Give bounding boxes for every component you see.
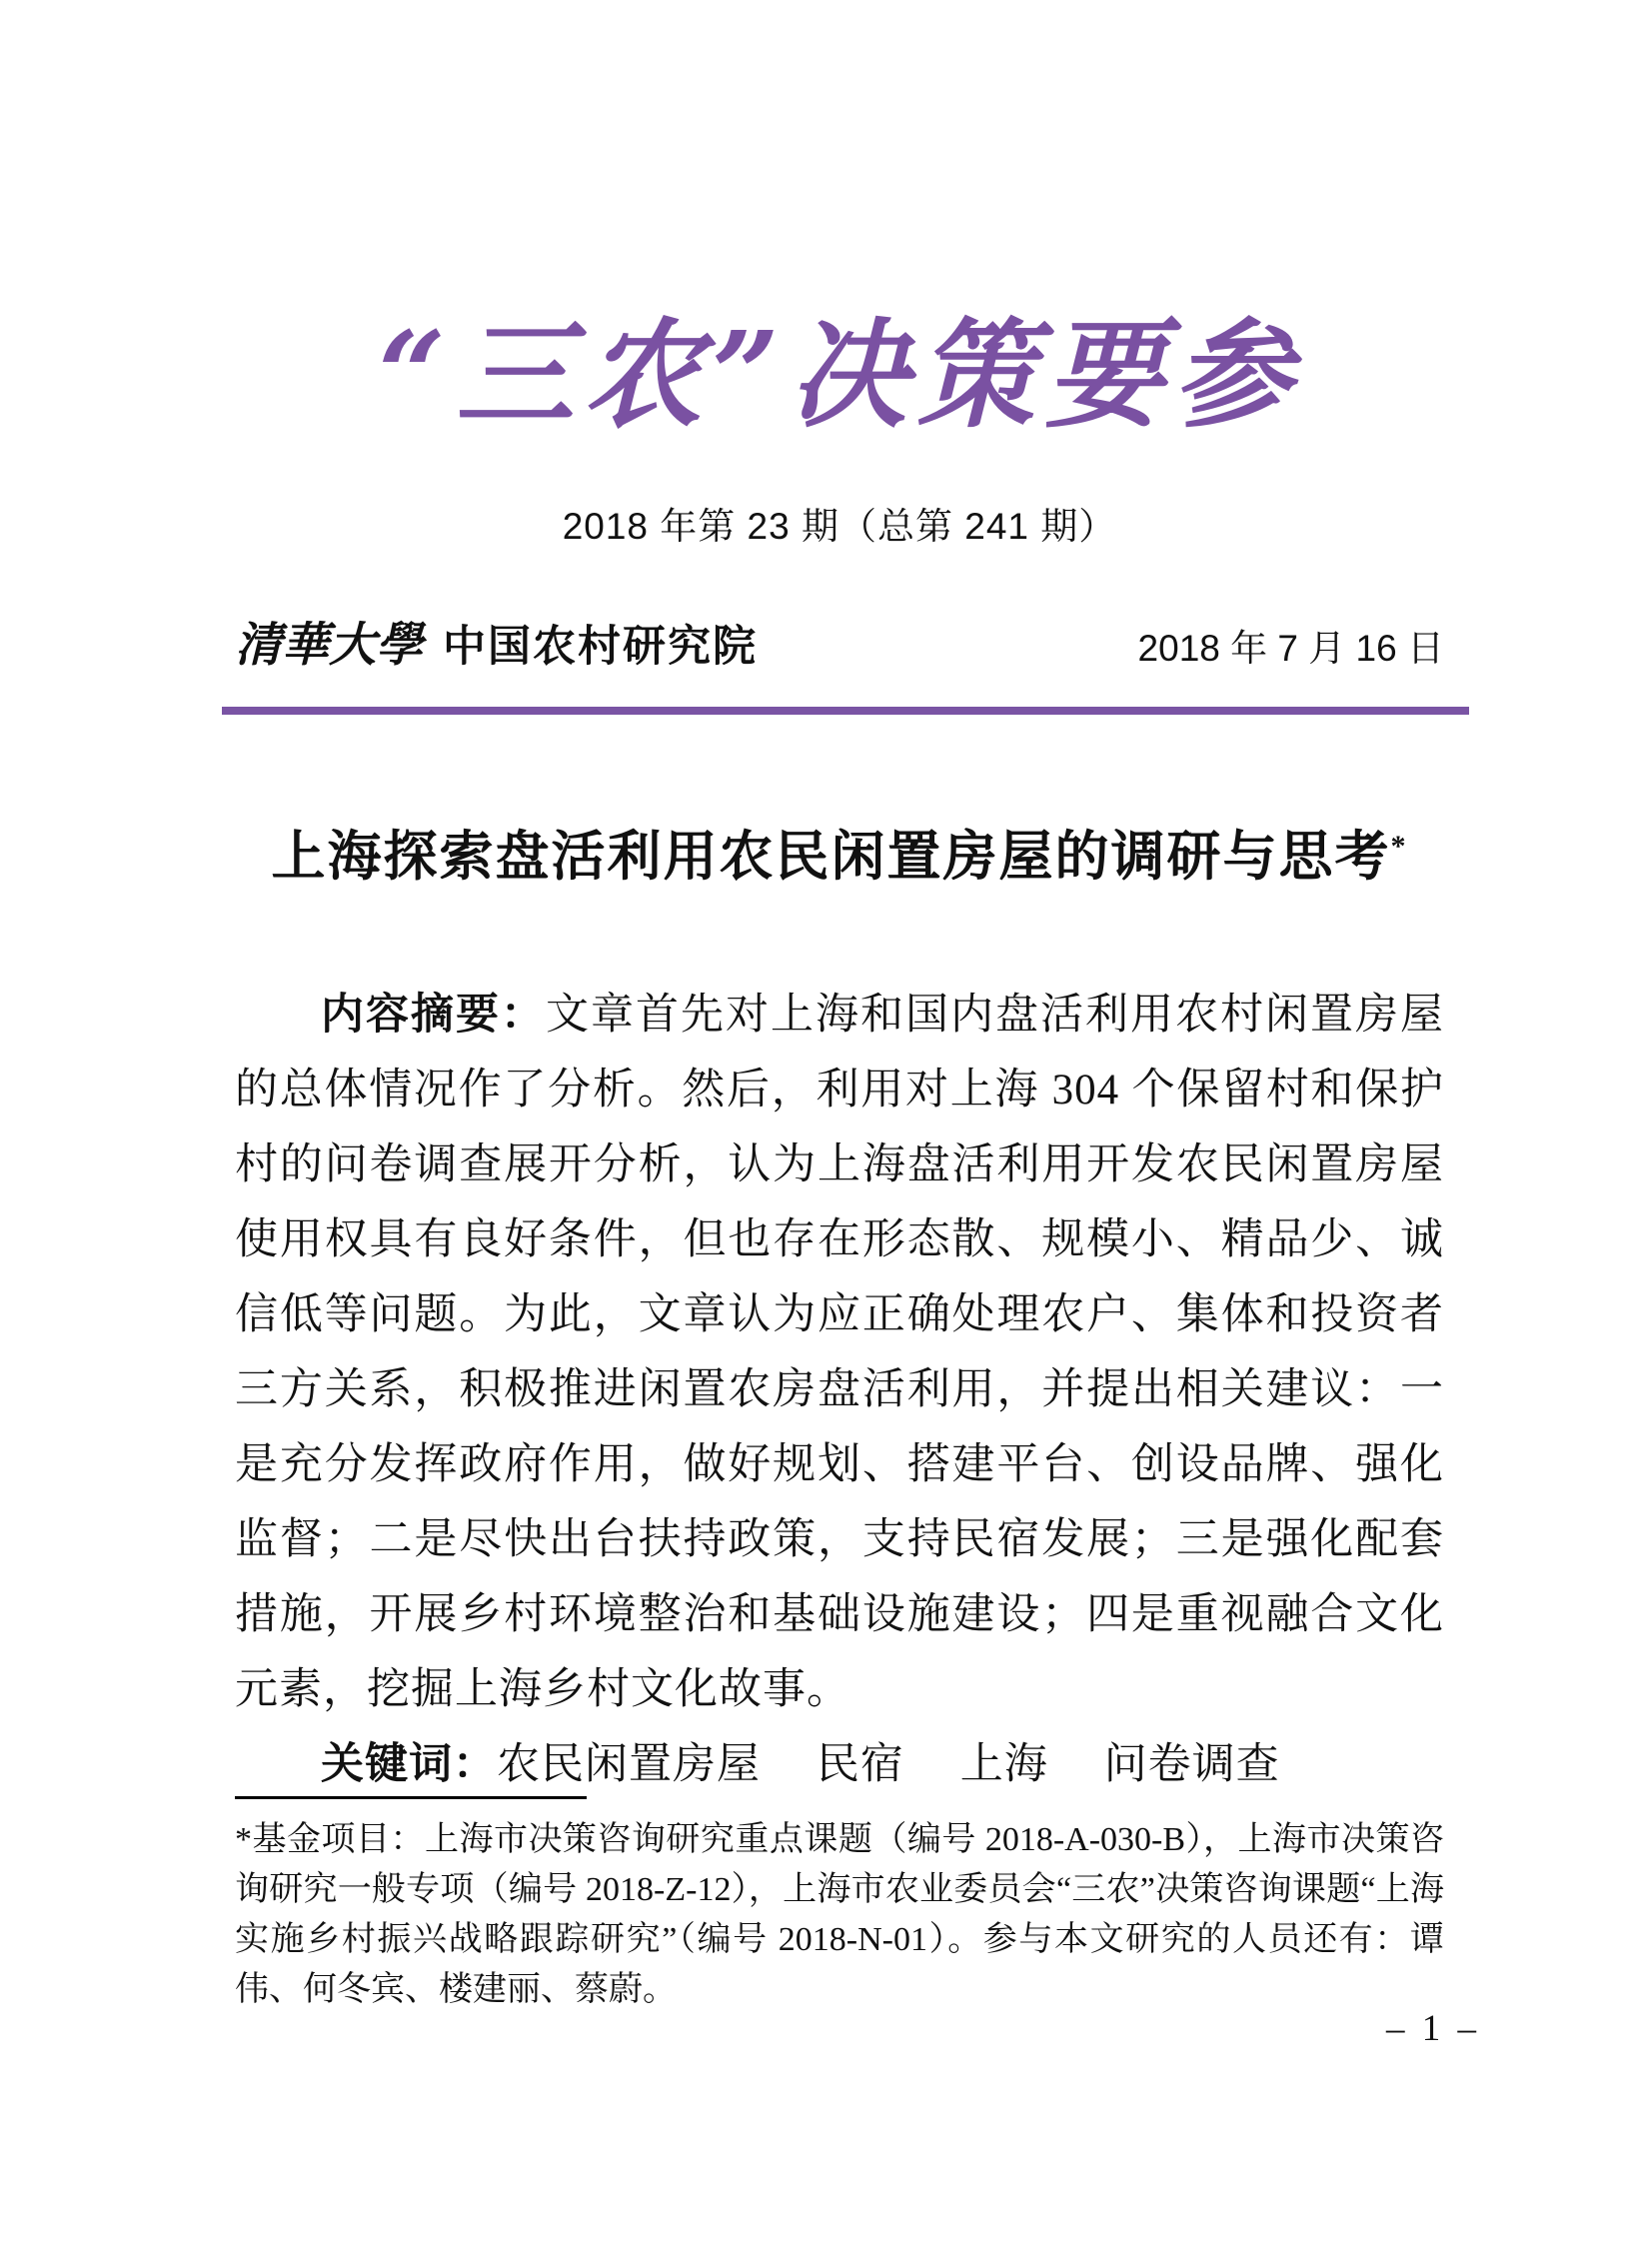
keyword-item: 上海: [959, 1741, 1048, 1789]
publisher-identity: [235, 608, 758, 675]
footnote-area: [235, 1796, 1444, 2015]
footnote-separator-rule: [235, 1796, 587, 1799]
article-title: [235, 825, 1444, 890]
publisher-row: [235, 608, 1444, 675]
abstract-paragraph: [235, 978, 1444, 1727]
masthead: [235, 295, 1444, 715]
page-number: – 1 –: [1386, 2008, 1480, 2049]
article-title-text: 上海探索盘活利用农民闲置房屋的调研与思考: [271, 827, 1391, 888]
title-footnote-marker: *: [1390, 830, 1408, 864]
keywords-line: [235, 1727, 1444, 1802]
issue-number-line: 2018 年第 23 期（总第 241 期）: [562, 506, 1117, 548]
keyword-item: 民宿: [816, 1741, 904, 1789]
masthead-divider-rule: [222, 707, 1469, 715]
abstract-label: 内容摘要：: [321, 991, 546, 1040]
abstract-text: 文章首先对上海和国内盘活利用农村闲置房屋的总体情况作了分析。然后，利用对上海 304 个保留村和保护村的问卷调查展开分析，认为上海盘活利用开发农民闲置房屋使用权具有良好条件，但也存在形态散、规模小、精品少、诚信低等问题。为此，文章认为应正确处理农户、集体和投资者三方关系，积极推进闲置农房盘活利用，并提出相关建议：一是充分发挥政府作用，做好规划、搭建平台、创设品牌、强化监督；二是尽快出台扶持政策，支持民宿发展；三是强化配套措施，开展乡村环境整治和基础设施建设；四是重视融合文化元素，挖掘上海乡村文化故事。: [235, 992, 1444, 1714]
masthead-title: “三农”决策要参: [378, 305, 1301, 444]
issue-date: 2018 年 7 月 16 日: [1137, 628, 1444, 670]
funding-footnote-text: *基金项目：上海市决策咨询研究重点课题（编号 2018-A-030-B），上海市决策咨询研究一般专项（编号 2018-Z-12），上海市农业委员会“三农”决策咨询课题“上海实施乡村振兴战略跟踪研究”（编号 2018-N-01）。参与本文研究的人员还有：谭伟、何冬宾、楼建丽、蔡蔚。: [235, 1821, 1444, 2008]
keyword-item: 农民闲置房屋: [497, 1741, 761, 1789]
tsinghua-university-logo: 清華大學: [235, 618, 423, 674]
institute-name: 中国农村研究院: [443, 624, 758, 672]
keywords-label: 关键词：: [321, 1740, 497, 1789]
article-body: [235, 825, 1444, 1802]
keyword-item: 问卷调查: [1103, 1741, 1280, 1789]
